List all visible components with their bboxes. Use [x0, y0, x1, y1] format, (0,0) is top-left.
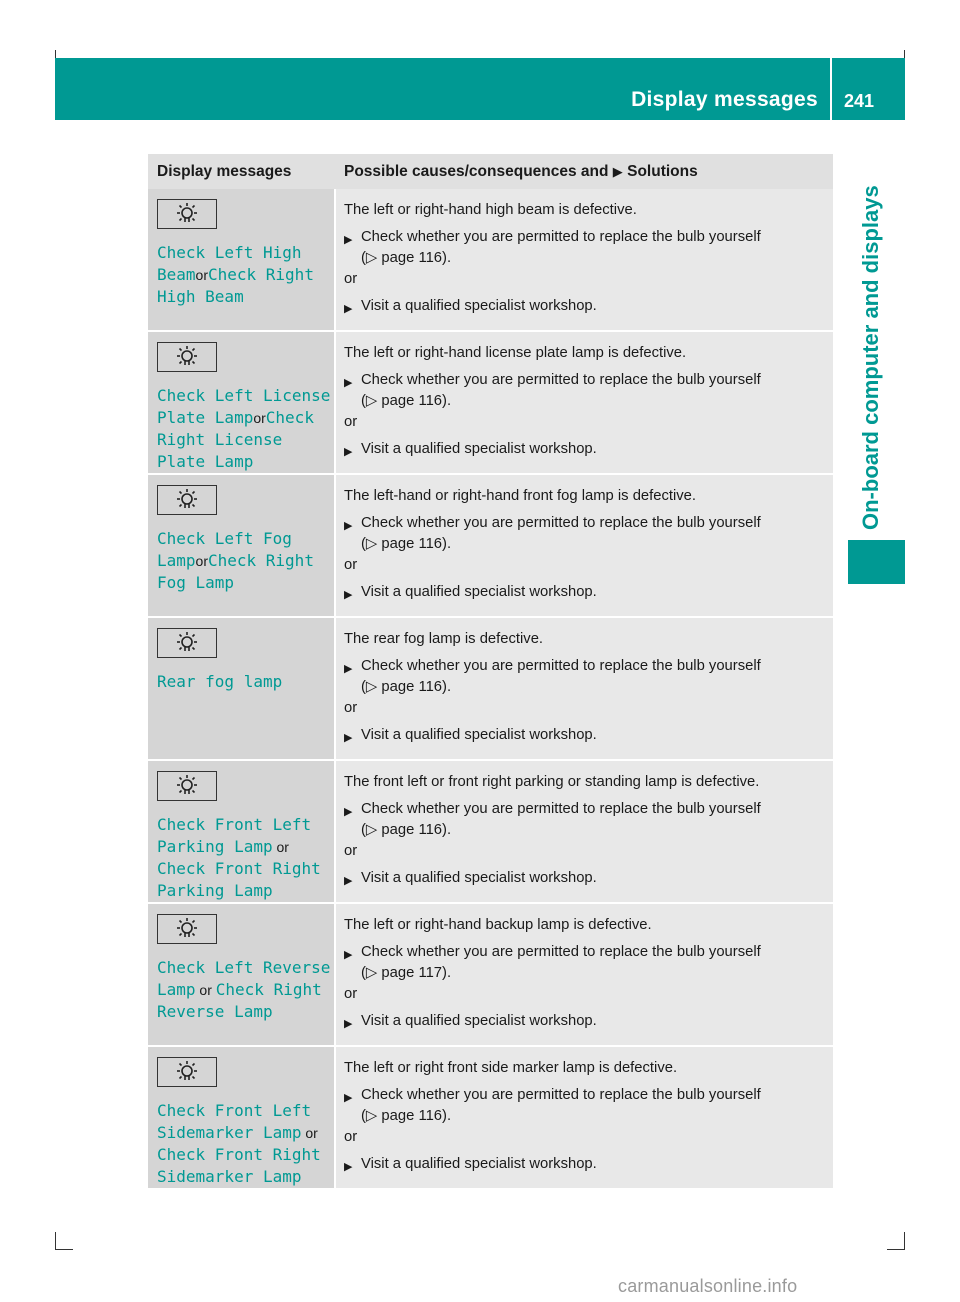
page-reference[interactable]: (▷ page 116).: [361, 1108, 452, 1124]
cause-text: The front left or front right parking or standing lamp is defective.: [344, 774, 760, 790]
table-row: [148, 1046, 833, 1189]
message-label: Check Left Reverse Lamp: [157, 958, 331, 999]
arrow-right-icon: ▶: [344, 875, 353, 887]
or-text: or: [344, 1129, 358, 1145]
bulb-warning-icon: [157, 771, 217, 801]
arrow-right-icon: ▶: [344, 949, 353, 961]
arrow-right-icon: ▶: [344, 663, 353, 675]
or-text: or: [344, 557, 358, 573]
page-title: Display messages: [631, 88, 818, 111]
or-text: or: [195, 552, 208, 569]
bulb-warning-icon: [157, 485, 217, 515]
bulb-warning-icon: [157, 342, 217, 372]
bulb-warning-icon: [157, 914, 217, 944]
arrow-right-icon: ▶: [344, 589, 353, 601]
cause-text: The left or right-hand high beam is defective.: [344, 202, 637, 218]
col-header-solutions: Possible causes/consequences and ▶ Solutions: [335, 154, 833, 189]
arrow-right-icon: ▶: [344, 1018, 353, 1030]
or-text: or: [272, 838, 289, 855]
solution-step: ▶ Visit a qualified specialist workshop.: [344, 439, 833, 463]
bulb-warning-icon: [157, 199, 217, 229]
display-message-text: [157, 385, 335, 472]
message-cell: [148, 760, 335, 903]
message-label: Check Front Left Parking Lamp: [157, 815, 312, 856]
display-message-text: [157, 528, 335, 594]
arrow-right-icon: ▶: [344, 806, 353, 818]
cause-text: The rear fog lamp is defective.: [344, 631, 544, 647]
solution-step: ▶ Visit a qualified specialist workshop.: [344, 1154, 833, 1178]
crop-mark-bl-v: [55, 1232, 56, 1250]
or-text: or: [344, 700, 358, 716]
solution-step: ▶ Visit a qualified specialist workshop.: [344, 868, 833, 892]
crop-mark-br-h: [887, 1249, 905, 1250]
table-row: [148, 331, 833, 474]
solution-step: ▶ Visit a qualified specialist workshop.: [344, 725, 833, 749]
col-header-messages: Display messages: [148, 154, 335, 189]
solution-step: ▶ Visit a qualified specialist workshop.: [344, 1011, 833, 1035]
page-header: [55, 58, 905, 120]
message-label: Check Right High Beam: [157, 264, 314, 306]
or-text: or: [344, 414, 358, 430]
page-reference[interactable]: (▷ page 116).: [361, 822, 452, 838]
display-message-text: [157, 814, 335, 901]
solution-cell: [335, 903, 833, 1046]
arrow-right-icon: ▶: [344, 732, 353, 744]
solution-step: ▶ Check whether you are permitted to replace the bulb yourself (▷ page 116).: [344, 656, 833, 698]
or-text: or: [344, 271, 358, 287]
solution-cell: [335, 760, 833, 903]
message-cell: [148, 617, 335, 760]
solution-step: ▶ Check whether you are permitted to replace the bulb yourself (▷ page 116).: [344, 227, 833, 269]
page-reference[interactable]: (▷ page 116).: [361, 679, 452, 695]
table-row: [148, 617, 833, 760]
cause-text: The left-hand or right-hand front fog lamp is defective.: [344, 488, 697, 504]
or-text: or: [195, 981, 216, 998]
or-text: or: [344, 843, 358, 859]
page-reference[interactable]: (▷ page 116).: [361, 536, 452, 552]
message-cell: [148, 474, 335, 617]
message-label: Check Front Left Sidemarker Lamp: [157, 1101, 312, 1142]
crop-mark-bl-h: [55, 1249, 73, 1250]
or-text: or: [195, 266, 208, 283]
table-row: [148, 760, 833, 903]
page-reference[interactable]: (▷ page 117).: [361, 965, 452, 981]
message-cell: [148, 903, 335, 1046]
solution-step: ▶ Check whether you are permitted to replace the bulb yourself (▷ page 116).: [344, 799, 833, 841]
header-divider: [830, 58, 832, 120]
message-label: Check Front Right Sidemarker Lamp: [157, 1145, 321, 1186]
message-label: Check Left License Plate Lamp: [157, 386, 331, 427]
message-label: Check Front Right Parking Lamp: [157, 859, 321, 900]
message-label: Check Left High Beam: [157, 243, 302, 284]
or-text: or: [344, 986, 358, 1002]
arrow-right-icon: ▶: [344, 303, 353, 315]
solution-step: ▶ Visit a qualified specialist workshop.: [344, 582, 833, 606]
solution-step: ▶ Check whether you are permitted to replace the bulb yourself (▷ page 116).: [344, 1085, 833, 1127]
display-messages-table: [148, 154, 833, 1190]
cause-text: The left or right front side marker lamp is defective.: [344, 1060, 678, 1076]
bulb-warning-icon: [157, 628, 217, 658]
crop-mark-br-v: [904, 1232, 905, 1250]
message-cell: [148, 189, 335, 331]
side-tab-marker: [848, 540, 905, 584]
display-message-text: [157, 242, 335, 308]
page-number: 241: [844, 91, 875, 111]
arrow-right-icon: ▶: [344, 520, 353, 532]
arrow-right-icon: ▶: [344, 1161, 353, 1173]
or-text: or: [301, 1124, 318, 1141]
solution-cell: [335, 189, 833, 331]
solution-step: ▶ Visit a qualified specialist workshop.: [344, 296, 833, 320]
table-row: [148, 189, 833, 331]
message-label: Check Right Reverse Lamp: [157, 979, 322, 1021]
display-message-text: [157, 671, 335, 693]
side-tab-label: On-board computer and displays: [858, 185, 883, 530]
table-row: [148, 474, 833, 617]
solution-cell: [335, 617, 833, 760]
solution-cell: [335, 1046, 833, 1189]
display-message-text: [157, 1100, 335, 1187]
cause-text: The left or right-hand license plate lamp is defective.: [344, 345, 687, 361]
solution-step: ▶ Check whether you are permitted to replace the bulb yourself (▷ page 116).: [344, 370, 833, 412]
message-label: Check Right License Plate Lamp: [157, 407, 314, 471]
arrow-right-icon: ▶: [344, 1092, 353, 1104]
arrow-right-icon: ▶: [344, 234, 353, 246]
watermark: carmanualsonline.info: [618, 1276, 798, 1296]
solution-step: ▶ Check whether you are permitted to replace the bulb yourself (▷ page 117).: [344, 942, 833, 984]
arrow-right-icon: ▶: [344, 377, 353, 389]
message-cell: [148, 1046, 335, 1189]
page-reference[interactable]: (▷ page 116).: [361, 393, 452, 409]
solution-cell: [335, 331, 833, 474]
bulb-warning-icon: [157, 1057, 217, 1087]
table-row: [148, 903, 833, 1046]
page-reference[interactable]: (▷ page 116).: [361, 250, 452, 266]
side-tab: [848, 120, 905, 540]
message-label: Check Right Fog Lamp: [157, 550, 314, 592]
arrow-right-icon: ▶: [344, 446, 353, 458]
arrow-right-icon: ▶: [612, 163, 623, 179]
display-message-text: [157, 957, 335, 1023]
solution-step: ▶ Check whether you are permitted to replace the bulb yourself (▷ page 116).: [344, 513, 833, 555]
message-cell: [148, 331, 335, 474]
message-label: Check Left Fog Lamp: [157, 529, 292, 570]
solution-cell: [335, 474, 833, 617]
table-header-row: [148, 154, 833, 189]
message-label: Rear fog lamp: [157, 672, 283, 691]
cause-text: The left or right-hand backup lamp is defective.: [344, 917, 652, 933]
or-text: or: [253, 409, 266, 426]
